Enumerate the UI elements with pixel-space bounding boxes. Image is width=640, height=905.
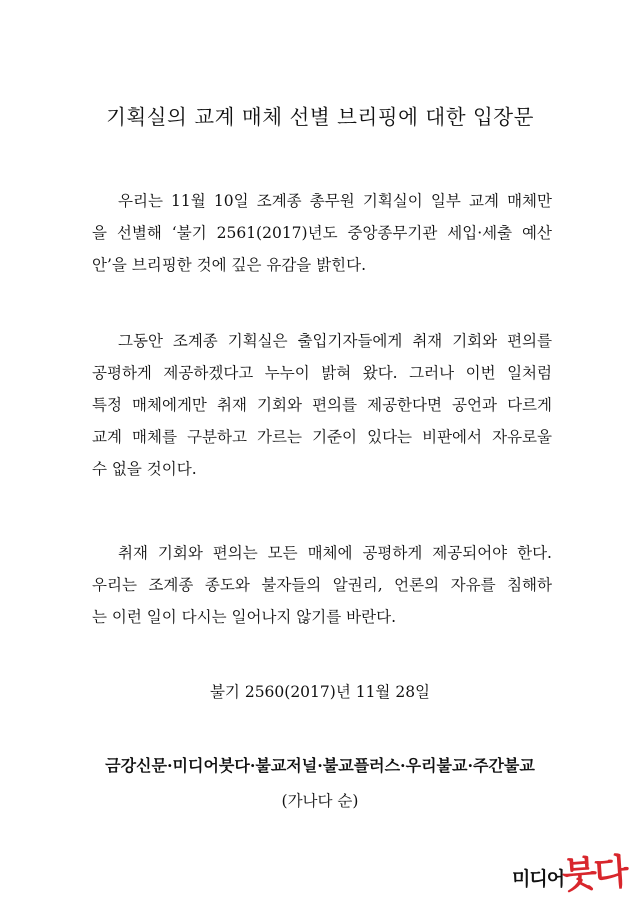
paragraph-1 xyxy=(92,185,552,281)
media-buddha-logo xyxy=(512,839,630,897)
paragraph-line: 교계 매체를 구분하고 가르는 기준이 있다는 비판에서 자유로울 xyxy=(92,428,552,446)
paragraph-3 xyxy=(92,537,552,633)
document-title: 기획실의 교계 매체 선별 브리핑에 대한 입장문 xyxy=(106,105,534,129)
paragraph-line: 특정 매체에게만 취재 기회와 편의를 제공한다면 공언과 다르게 xyxy=(92,396,552,414)
paragraph-line: 안’을 브리핑한 것에 깊은 유감을 밝힌다. xyxy=(92,256,367,274)
logo-text-big: 붓다 xyxy=(560,851,628,898)
paragraph-line: 는 이런 일이 다시는 일어나지 않기를 바란다. xyxy=(92,608,397,626)
paragraph-line: 그동안 조계종 기획실은 출입기자들에게 취재 기회와 편의를 xyxy=(118,332,552,350)
signatory-list: 금강신문·미디어붓다·불교저널·불교플러스·우리불교·주간불교 xyxy=(105,756,535,775)
paragraph-line: 수 없을 것이다. xyxy=(92,460,197,478)
paragraph-line: 우리는 11월 10일 조계종 총무원 기획실이 일부 교계 매체만 xyxy=(118,192,552,210)
order-note: (가나다 순) xyxy=(281,792,359,810)
paragraph-line: 공평하게 제공하겠다고 누누이 밝혀 왔다. 그러나 이번 일처럼 xyxy=(92,364,552,382)
paragraph-2 xyxy=(92,325,552,485)
statement-date: 불기 2560(2017)년 11월 28일 xyxy=(209,683,431,701)
paragraph-line: 을 선별해 ‘불기 2561(2017)년도 중앙종무기관 세입·세출 예산 xyxy=(92,224,552,242)
paragraph-line: 우리는 조계종 종도와 불자들의 알권리, 언론의 자유를 침해하 xyxy=(92,576,552,594)
logo-text-small: 미디어 xyxy=(512,868,565,890)
paragraph-line: 취재 기회와 편의는 모든 매체에 공평하게 제공되어야 한다. xyxy=(118,544,552,562)
